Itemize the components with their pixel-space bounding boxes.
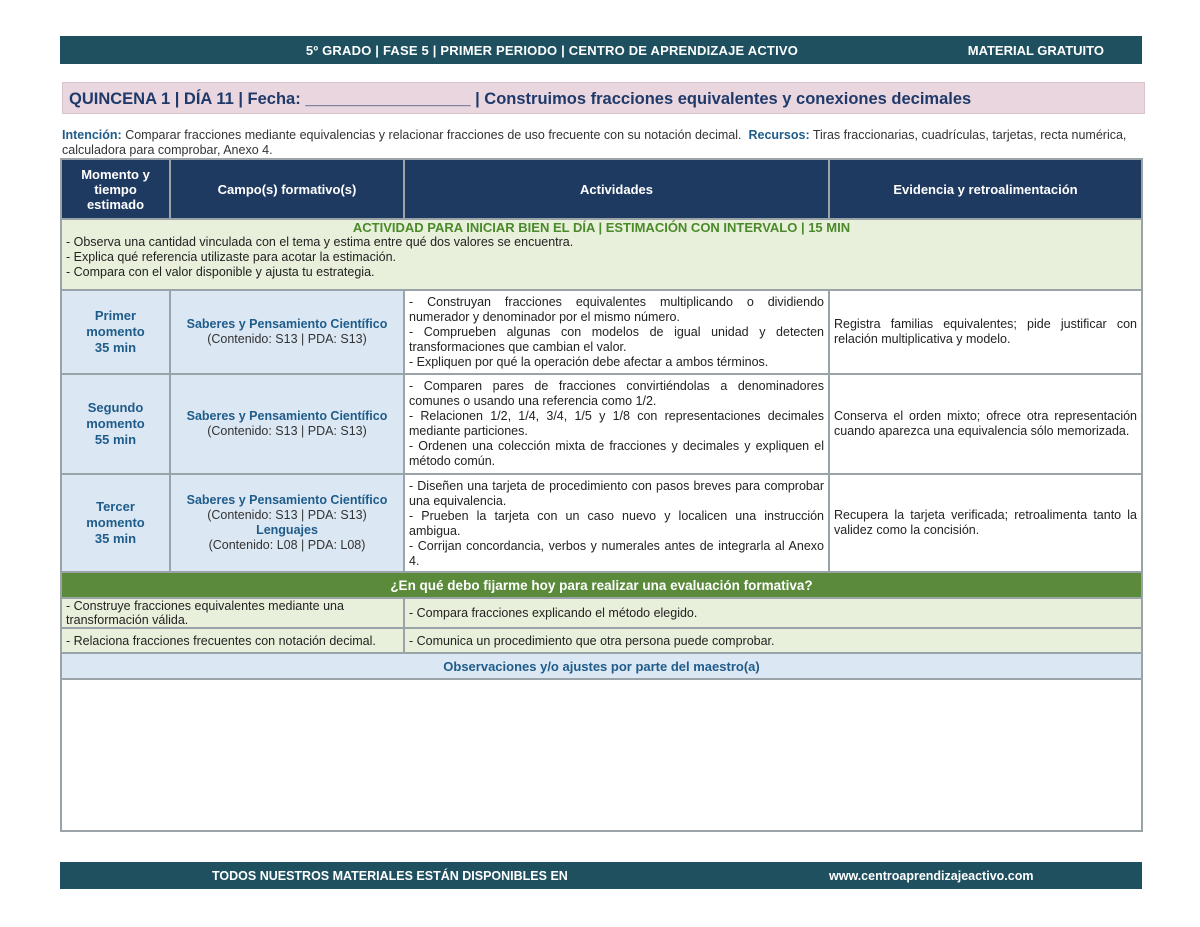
moment-cell [61,474,170,572]
start-activity-line: - Observa una cantidad vinculada con el tema y estima entre qué dos valores se encuentra. [66,235,574,249]
start-activity-cell [61,219,1142,290]
criterion-cell: - Construye fracciones equivalentes mediante una transformación válida. [61,598,404,628]
activity-item: - Relacionen 1/2, 1/4, 3/4, 1/5 y 1/8 con representaciones decimales mediante particiones. [409,409,824,438]
moment-name: Primer momento [86,308,145,339]
moment-name: Tercer momento [86,499,145,530]
campo-content-2: (Contenido: L08 | PDA: L08) [208,538,366,552]
moment-row-2 [61,374,1142,474]
campo-content: (Contenido: S13 | PDA: S13) [207,332,367,346]
activity-item: - Diseñen una tarjeta de procedimiento con pasos breves para comprobar una equivalencia. [409,479,824,508]
intent-label: Intención: [62,128,122,142]
activity-item: - Corrijan concordancia, verbos y numerales antes de integrarla al Anexo 4. [409,539,824,568]
campo-content: (Contenido: S13 | PDA: S13) [207,508,367,522]
moment-name: Segundo momento [86,400,145,431]
criterion-cell: - Compara fracciones explicando el método elegido. [404,598,1142,628]
evaluation-header-row [61,572,1142,598]
top-banner [60,36,1142,64]
resources-text: Tiras fraccionarias, cuadrículas, tarjetas, recta numérica, calculadora para comprobar, Anexo 4. [62,128,1127,157]
activity-item: - Ordenen una colección mixta de fracciones y decimales y expliquen el método común. [409,439,824,468]
campo-cell [170,374,404,474]
header-moment: Momento y tiempo estimado [61,159,170,219]
activities-cell [404,290,829,374]
moment-row-3 [61,474,1142,572]
start-activity-line: - Compara con el valor disponible y ajusta tu estrategia. [66,265,375,279]
criterion-cell: - Comunica un procedimiento que otra persona puede comprobar. [404,628,1142,653]
criterion-cell: - Relaciona fracciones frecuentes con notación decimal. [61,628,404,653]
evidence-cell: Registra familias equivalentes; pide justificar con relación multiplicativa y modelo. [829,290,1142,374]
observations-area[interactable] [61,679,1142,831]
evaluation-title: ¿En qué debo fijarme hoy para realizar una evaluación formativa? [61,572,1142,598]
footer-text: TODOS NUESTROS MATERIALES ESTÁN DISPONIBLES EN [212,869,568,883]
moment-time: 55 min [94,432,137,447]
activity-item: - Expliquen por qué la operación debe afectar a ambos términos. [409,355,769,369]
activity-item: - Comprueben algunas con modelos de igual unidad y detecten transformaciones que cambian el valor. [409,325,824,354]
campo-field-2: Lenguajes [256,523,318,537]
page-title: QUINCENA 1 | DÍA 11 | Fecha: __________________ | Construimos fracciones equivalentes y conexiones decimales [62,82,1145,114]
evidence-cell: Recupera la tarjeta verificada; retroalimenta tanto la validez como la concisión. [829,474,1142,572]
observations-title: Observaciones y/o ajustes por parte del maestro(a) [61,653,1142,679]
criteria-row [61,628,1142,653]
table-header-row [61,159,1142,219]
criteria-row [61,598,1142,628]
start-activity-line: - Explica qué referencia utilizaste para acotar la estimación. [66,250,397,264]
observations-body-row [61,679,1142,831]
campo-field: Saberes y Pensamiento Científico [186,317,388,331]
planning-table [60,158,1143,832]
intent-text: Comparar fracciones mediante equivalencias y relacionar fracciones de uso frecuente con su notación decimal. [125,128,742,142]
moment-cell [61,374,170,474]
activity-item: - Comparen pares de fracciones convirtiéndolas a denominadores comunes o usando una referencia como 1/2. [409,379,824,408]
campo-field: Saberes y Pensamiento Científico [186,493,388,507]
footer-banner [60,862,1142,889]
moment-time: 35 min [94,340,137,355]
start-activity-row [61,219,1142,290]
start-activity-title: ACTIVIDAD PARA INICIAR BIEN EL DÍA | ESTIMACIÓN CON INTERVALO | 15 MIN [352,220,851,235]
activity-item: - Construyan fracciones equivalentes multiplicando o dividiendo numerador y denominador por el mismo número. [409,295,824,324]
header-campo: Campo(s) formativo(s) [170,159,404,219]
moment-time: 35 min [94,531,137,546]
grade-banner-text: 5º GRADO | FASE 5 | PRIMER PERIODO | CENTRO DE APRENDIZAJE ACTIVO [305,43,799,58]
header-activities: Actividades [404,159,829,219]
campo-cell [170,290,404,374]
activity-item: - Prueben la tarjeta con un caso nuevo y localicen una instrucción ambigua. [409,509,824,538]
intent-paragraph [62,128,1140,158]
header-evidence: Evidencia y retroalimentación [829,159,1142,219]
campo-field: Saberes y Pensamiento Científico [186,409,388,423]
resources-label: Recursos: [748,128,810,142]
material-label: MATERIAL GRATUITO [967,43,1104,58]
moment-row-1 [61,290,1142,374]
evidence-cell: Conserva el orden mixto; ofrece otra representación cuando aparezca una equivalencia sólo memorizada. [829,374,1142,474]
moment-cell [61,290,170,374]
campo-cell [170,474,404,572]
observations-header-row [61,653,1142,679]
campo-content: (Contenido: S13 | PDA: S13) [207,424,367,438]
footer-link[interactable]: www.centroaprendizajeactivo.com [829,869,1034,883]
activities-cell [404,474,829,572]
activities-cell [404,374,829,474]
